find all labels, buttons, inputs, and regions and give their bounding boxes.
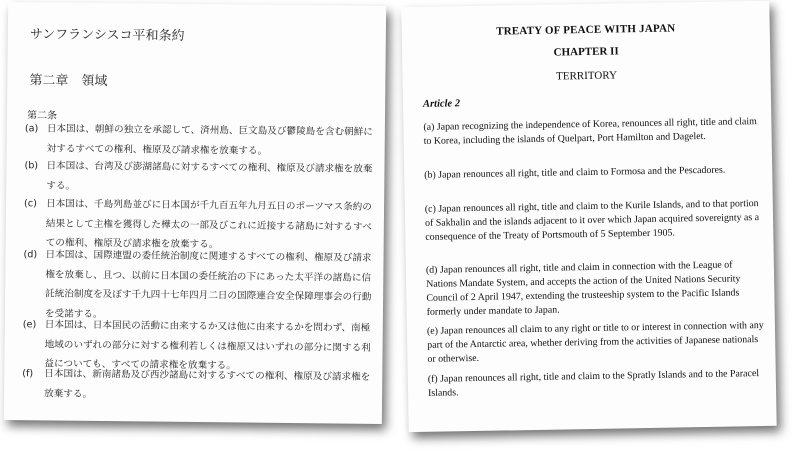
paragraph-label: (e)	[22, 319, 37, 331]
english-section-heading: TERRITORY	[555, 69, 618, 83]
japanese-treaty-page	[4, 2, 386, 424]
paragraph-label: (d)	[23, 249, 38, 261]
english-paragraph-a: (a) Japan recognizing the independence of Korea, renounces all right, title and claim to Korea, including the islands of Quelpart, Port Hamilton and Dagelet.	[423, 116, 757, 147]
english-title: TREATY OF PEACE WITH JAPAN	[496, 22, 676, 38]
paragraph-text: 日本国は、朝鮮の独立を承認して、済州島、巨文島及び鬱陵島を含む朝鮮に対するすべての権利、権原及び請求権を放棄する。	[46, 123, 373, 157]
paragraph-label: (c)	[24, 198, 37, 210]
paragraph-label: (a)	[24, 123, 39, 135]
paragraph-text: 日本国は、国際連盟の委任統治制度に関連するすべての権利、権原及び請求権を放棄し、且つ、以前に日本国の委任統治の下にあった太平洋の諸島に信託統治制度を及ぼす千九四十七年四月二日の国際連合安全保障理事会の行動を受諾する。	[44, 249, 372, 320]
paragraph-text: 日本国は、台湾及び澎湖諸島に対するすべての権利、権原及び請求権を放棄する。	[46, 160, 373, 192]
english-paragraph-f: (f) Japan renounces all right, title and claim to the Spratly Islands and to the Paracel Islands.	[427, 368, 760, 399]
japanese-title: サンフランシスコ平和条約	[29, 27, 185, 44]
japanese-paragraph-a	[24, 119, 380, 157]
english-article-heading: Article 2	[422, 98, 461, 110]
english-paragraph-c: (c) Japan renounces all right, title and claim to the Kurile Islands, and to that portion of Sakhalin and the islands adjacent to it over which Japan acquired sovereignty as a consequence of the Treaty of Portsmouth of 5 September 1905.	[424, 198, 760, 243]
paragraph-text: 日本国は、千島列島並びに日本国が千九百五年九月五日のポーツマス条約の結果として主権を獲得した樺太の一部及びこれに近接する諸島に対するすべての権利、権原及び請求権を放棄する。	[45, 198, 372, 251]
english-paragraph-e: (e) Japan renounces all claim to any right or title to or interest in connection with any part of the Antarctic area, whether deriving from the activities of Japanese nationals or otherwise.	[426, 319, 764, 365]
english-paragraph-b: (b) Japan renounces all right, title and claim to Formosa and the Pescadores.	[424, 164, 726, 181]
paragraph-text: 日本国は、新南諸島及び西沙諸島に対するすべての権利、権原及び請求権を放棄する。	[44, 368, 371, 400]
japanese-chapter-heading: 第二章 領域	[29, 73, 108, 90]
english-paragraph-d: (d) Japan renounces all right, title and claim in connection with the League of Nations Mandate System, and accepts the action of the United Nations Security Council of 2 April 1947, extending the trusteeship system to the Pacific Islands formerly under mandate to Japan.	[425, 259, 741, 318]
paragraph-label: (b)	[24, 160, 39, 172]
paragraph-label: (f)	[22, 368, 34, 380]
japanese-article-heading: 第二条	[26, 110, 58, 122]
english-chapter-heading: CHAPTER II	[553, 45, 619, 59]
paragraph-text: 日本国は、日本国民の活動に由来するか又は他に由来するかを問わず、南極地域のいずれの部分に対する権利若しくは権原又はいずれの部分に関する利益についても、すべての請求権を放棄する。	[44, 319, 371, 372]
english-treaty-page	[401, 1, 776, 432]
